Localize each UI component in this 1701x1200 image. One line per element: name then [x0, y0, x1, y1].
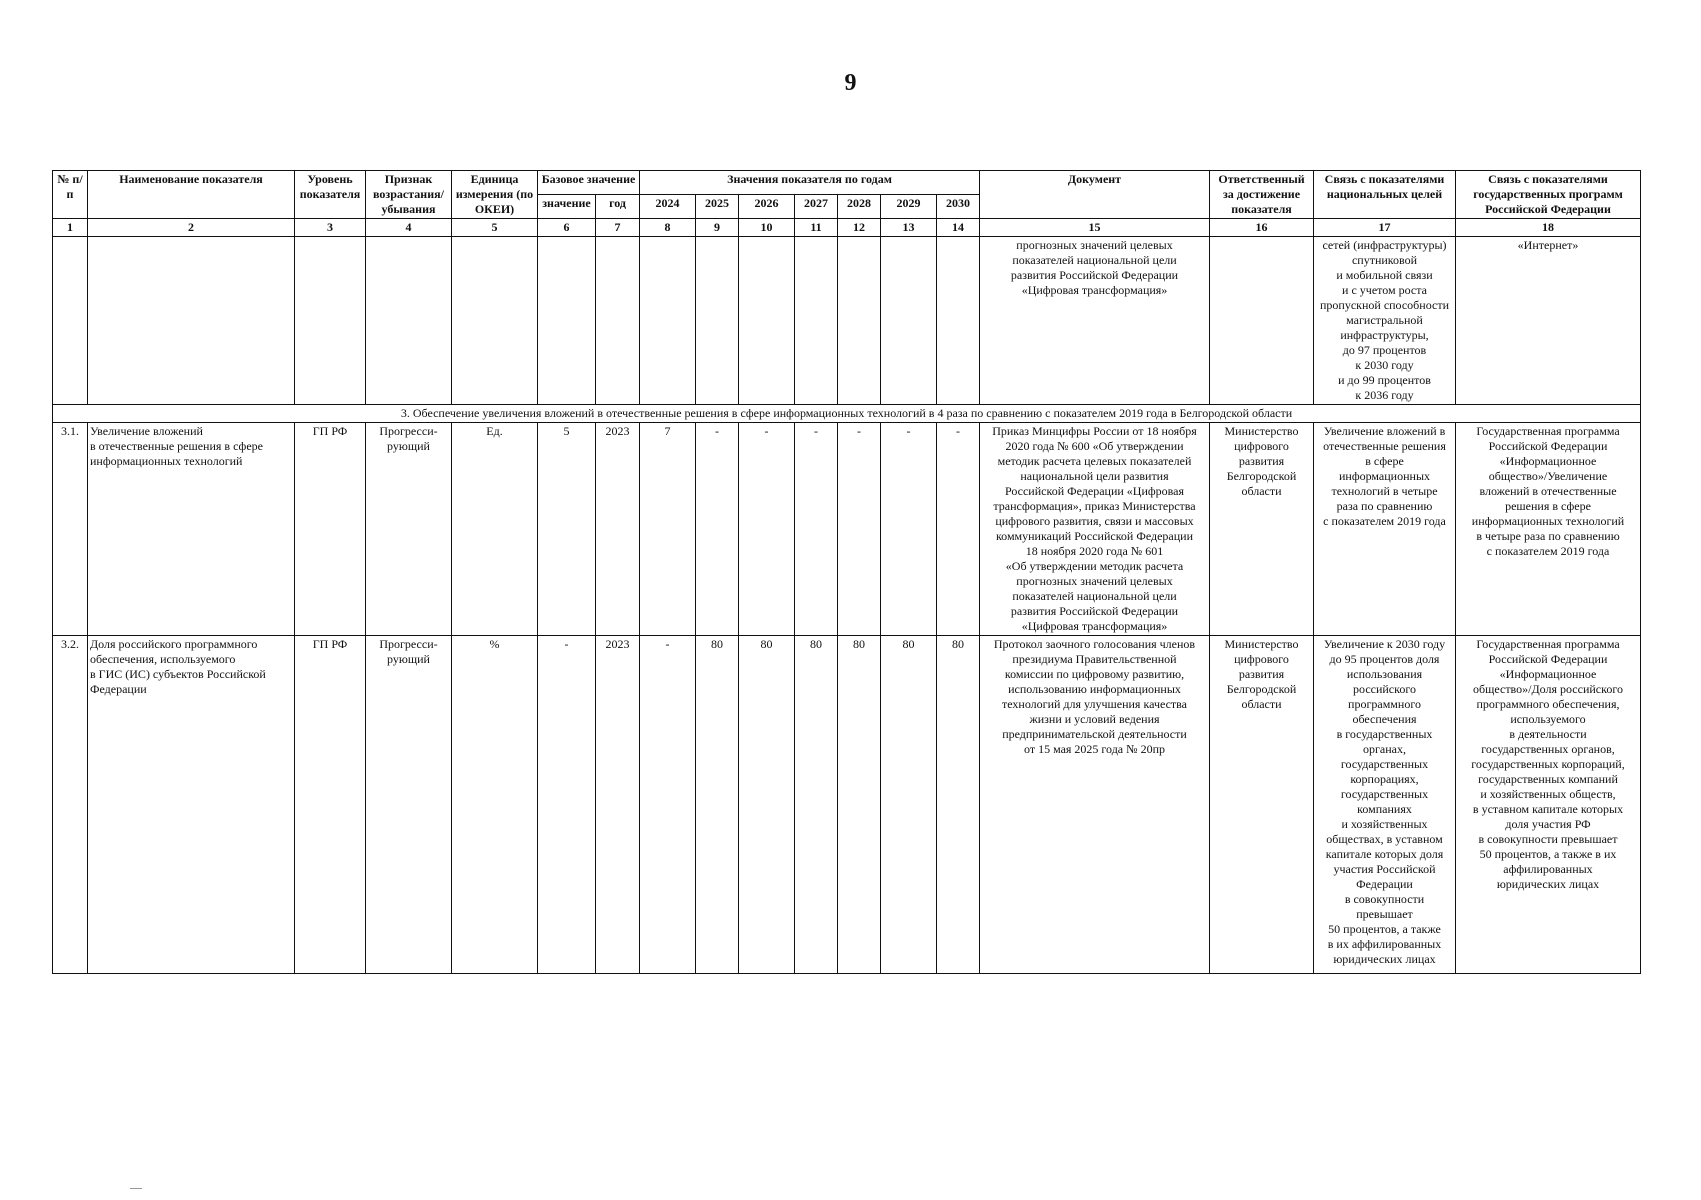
header-year: 2027 [795, 195, 838, 219]
header-document: Документ [980, 171, 1210, 219]
continuation-document: прогнозных значений целевых показателей национальной цели развития Российской Федерации «Цифровая трансформация» [980, 237, 1210, 405]
row-num: 3.2. [53, 636, 88, 974]
row-name: Доля российского программного обеспечения, используемого в ГИС (ИС) субъектов Российской Федерации [88, 636, 295, 974]
row-name: Увеличение вложений в отечественные решения в сфере информационных технологий [88, 423, 295, 636]
column-number: 5 [452, 219, 538, 237]
row-value: - [838, 423, 881, 636]
header-unit: Единица измерения (по ОКЕИ) [452, 171, 538, 219]
row-value: 80 [881, 636, 937, 974]
row-state-programs: Государственная программа Российской Федерации «Информационное общество»/Увеличение вложений в отечественные решения в сфере информационных технологий в четыре раза по сравнению с показателем 2019 года [1456, 423, 1641, 636]
column-numbers-row [53, 219, 1641, 237]
header-state-programs: Связь с показателями государственных программ Российской Федерации [1456, 171, 1641, 219]
column-number: 3 [295, 219, 366, 237]
row-num: 3.1. [53, 423, 88, 636]
column-number: 13 [881, 219, 937, 237]
row-sign: Прогресси- рующий [366, 636, 452, 974]
header-responsible: Ответственный за достижение показателя [1210, 171, 1314, 219]
row-value: 7 [640, 423, 696, 636]
column-number: 7 [596, 219, 640, 237]
page-number: 9 [844, 70, 857, 96]
column-number: 6 [538, 219, 596, 237]
row-value: - [640, 636, 696, 974]
row-document: Приказ Минцифры России от 18 ноября 2020 года № 600 «Об утверждении методик расчета целевых показателей национальной цели развития Российской Федерации «Цифровая трансформация», приказ Министерства цифрового развития, связи и массовых коммуникаций Российской Федерации 18 ноября 2020 года № 601 «Об утверждении методик расчета прогнозных значений целевых показателей национальной цели развития Российской Федерации «Цифровая трансформация» [980, 423, 1210, 636]
column-number: 12 [838, 219, 881, 237]
section-row [53, 405, 1641, 423]
row-value: - [881, 423, 937, 636]
row-level: ГП РФ [295, 636, 366, 974]
row-base-value: 5 [538, 423, 596, 636]
row-national-goals: Увеличение к 2030 году до 95 процентов доля использования российского программного обеспечения в государственных органах, государственных корпорациях, государственных компаниях и хозяйственных обществах, в уставном капитале которых доля участия Российской Федерации в совокупности превышает 50 процентов, а также в их аффилированных юридических лицах [1314, 636, 1456, 974]
row-value: - [696, 423, 739, 636]
header-num: № п/п [53, 171, 88, 219]
header-sign: Признак возрастания/ убывания [366, 171, 452, 219]
continuation-row [53, 237, 1641, 405]
column-number: 9 [696, 219, 739, 237]
column-number: 10 [739, 219, 795, 237]
row-base-year: 2023 [596, 636, 640, 974]
table-row [53, 423, 1641, 636]
header-year: 2026 [739, 195, 795, 219]
header-name: Наименование показателя [88, 171, 295, 219]
column-number: 8 [640, 219, 696, 237]
column-number: 2 [88, 219, 295, 237]
column-number: 17 [1314, 219, 1456, 237]
row-value: 80 [937, 636, 980, 974]
indicators-table [52, 170, 1641, 974]
header-year: 2029 [881, 195, 937, 219]
header-year: 2030 [937, 195, 980, 219]
column-number: 14 [937, 219, 980, 237]
column-number: 16 [1210, 219, 1314, 237]
row-state-programs: Государственная программа Российской Федерации «Информационное общество»/Доля российского программного обеспечения, используемого в деятельности государственных органов, государственных корпораций, государственных компаний и хозяйственных обществ, в уставном капитале которых доля участия РФ в совокупности превышает 50 процентов, а также в их аффилированных юридических лицах [1456, 636, 1641, 974]
header-year: 2028 [838, 195, 881, 219]
row-value: 80 [696, 636, 739, 974]
column-number: 4 [366, 219, 452, 237]
header-year: 2024 [640, 195, 696, 219]
row-value: 80 [739, 636, 795, 974]
row-value: - [795, 423, 838, 636]
column-number: 18 [1456, 219, 1641, 237]
row-value: - [937, 423, 980, 636]
row-unit: Ед. [452, 423, 538, 636]
column-number: 11 [795, 219, 838, 237]
row-value: 80 [795, 636, 838, 974]
row-level: ГП РФ [295, 423, 366, 636]
row-unit: % [452, 636, 538, 974]
column-number: 15 [980, 219, 1210, 237]
header-values-by-year: Значения показателя по годам [640, 171, 980, 195]
header-year: 2025 [696, 195, 739, 219]
header-national-goals: Связь с показателями национальных целей [1314, 171, 1456, 219]
header-base-value: значение [538, 195, 596, 219]
table-row [53, 636, 1641, 974]
row-responsible: Министерство цифрового развития Белгородской области [1210, 423, 1314, 636]
header-base: Базовое значение [538, 171, 640, 195]
row-responsible: Министерство цифрового развития Белгородской области [1210, 636, 1314, 974]
section-title: 3. Обеспечение увеличения вложений в отечественные решения в сфере информационных технологий в 4 раза по сравнению с показателем 2019 года в Белгородской области [53, 405, 1641, 423]
row-document: Протокол заочного голосования членов президиума Правительственной комиссии по цифровому развитию, использованию информационных технологий для улучшения качества жизни и условий ведения предпринимательской деятельности от 15 мая 2025 года № 20пр [980, 636, 1210, 974]
continuation-state-programs: «Интернет» [1456, 237, 1641, 405]
row-sign: Прогресси- рующий [366, 423, 452, 636]
row-base-year: 2023 [596, 423, 640, 636]
row-value: - [739, 423, 795, 636]
row-base-value: - [538, 636, 596, 974]
header-base-year: год [596, 195, 640, 219]
header-row-1 [53, 171, 1641, 195]
row-national-goals: Увеличение вложений в отечественные решения в сфере информационных технологий в четыре раза по сравнению с показателем 2019 года [1314, 423, 1456, 636]
continuation-national-goals: сетей (инфраструктуры) спутниковой и мобильной связи и с учетом роста пропускной способности магистральной инфраструктуры, до 97 процентов к 2030 году и до 99 процентов к 2036 году [1314, 237, 1456, 405]
row-value: 80 [838, 636, 881, 974]
footer-mark [130, 1188, 142, 1189]
column-number: 1 [53, 219, 88, 237]
header-level: Уровень показателя [295, 171, 366, 219]
